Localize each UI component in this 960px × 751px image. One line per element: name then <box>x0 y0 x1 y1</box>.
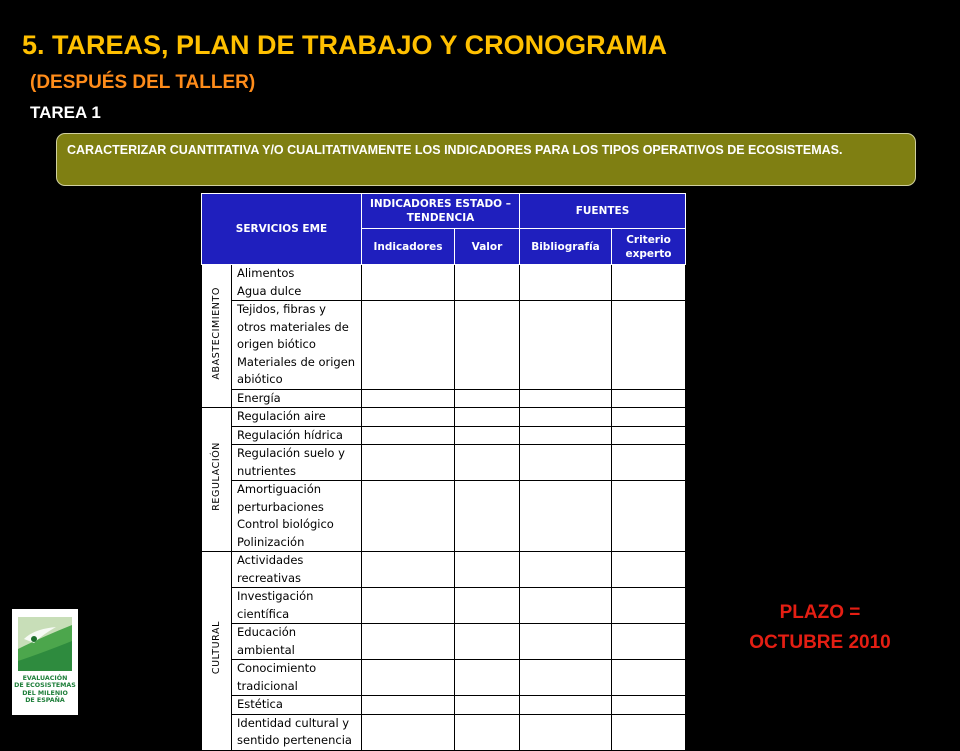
empty-criterio-cell[interactable] <box>612 624 686 660</box>
category-cell <box>202 408 232 552</box>
empty-bibliografia-cell[interactable] <box>520 624 612 660</box>
empty-valor-cell[interactable] <box>455 660 520 696</box>
empty-valor-cell[interactable] <box>455 426 520 445</box>
table-row <box>202 445 686 481</box>
empty-bibliografia-cell[interactable] <box>520 660 612 696</box>
empty-bibliografia-cell[interactable] <box>520 696 612 715</box>
empty-valor-cell[interactable] <box>455 389 520 408</box>
header-indicadores: Indicadores <box>362 229 455 265</box>
empty-indicadores-cell[interactable] <box>362 624 455 660</box>
category-cell <box>202 265 232 408</box>
service-cell: Amortiguación perturbaciones Control biológico Polinización <box>232 481 362 552</box>
services-indicators-table <box>201 193 686 751</box>
ecosystems-logo <box>12 609 78 715</box>
empty-bibliografia-cell[interactable] <box>520 408 612 427</box>
table-row <box>202 552 686 588</box>
category-label: ABASTECIMIENTO <box>210 286 222 380</box>
header-bibliografia: Bibliografía <box>520 229 612 265</box>
table-row <box>202 714 686 750</box>
empty-bibliografia-cell[interactable] <box>520 481 612 552</box>
empty-valor-cell[interactable] <box>455 714 520 750</box>
service-cell: Actividades recreativas <box>232 552 362 588</box>
header-indicadores-estado: INDICADORES ESTADO – TENDENCIA <box>362 194 520 229</box>
service-cell: Regulación hídrica <box>232 426 362 445</box>
table-row <box>202 408 686 427</box>
empty-indicadores-cell[interactable] <box>362 265 455 301</box>
empty-criterio-cell[interactable] <box>612 714 686 750</box>
empty-criterio-cell[interactable] <box>612 552 686 588</box>
empty-valor-cell[interactable] <box>455 481 520 552</box>
empty-indicadores-cell[interactable] <box>362 408 455 427</box>
empty-valor-cell[interactable] <box>455 265 520 301</box>
service-cell: Regulación aire <box>232 408 362 427</box>
table-row <box>202 660 686 696</box>
empty-bibliografia-cell[interactable] <box>520 445 612 481</box>
empty-bibliografia-cell[interactable] <box>520 552 612 588</box>
table-row <box>202 696 686 715</box>
empty-indicadores-cell[interactable] <box>362 552 455 588</box>
table-row <box>202 389 686 408</box>
empty-criterio-cell[interactable] <box>612 481 686 552</box>
empty-valor-cell[interactable] <box>455 696 520 715</box>
category-cell <box>202 552 232 751</box>
header-valor: Valor <box>455 229 520 265</box>
empty-indicadores-cell[interactable] <box>362 445 455 481</box>
empty-criterio-cell[interactable] <box>612 426 686 445</box>
deadline-line-1: PLAZO = <box>779 602 861 623</box>
logo-graphic-icon <box>12 609 78 673</box>
empty-indicadores-cell[interactable] <box>362 301 455 390</box>
table-row <box>202 588 686 624</box>
empty-indicadores-cell[interactable] <box>362 481 455 552</box>
empty-bibliografia-cell[interactable] <box>520 389 612 408</box>
deadline-notice <box>720 598 920 658</box>
service-cell: Educación ambiental <box>232 624 362 660</box>
deadline-line-2: OCTUBRE 2010 <box>749 632 891 653</box>
empty-indicadores-cell[interactable] <box>362 714 455 750</box>
table-row <box>202 301 686 390</box>
table-body <box>202 265 686 751</box>
service-cell: Identidad cultural y sentido pertenencia <box>232 714 362 750</box>
empty-criterio-cell[interactable] <box>612 445 686 481</box>
service-cell: Conocimiento tradicional <box>232 660 362 696</box>
empty-criterio-cell[interactable] <box>612 696 686 715</box>
empty-bibliografia-cell[interactable] <box>520 265 612 301</box>
table-row <box>202 265 686 301</box>
table-row <box>202 426 686 445</box>
header-criterio-experto: Criterio experto <box>612 229 686 265</box>
empty-bibliografia-cell[interactable] <box>520 714 612 750</box>
empty-valor-cell[interactable] <box>455 588 520 624</box>
service-cell: Estética <box>232 696 362 715</box>
service-cell: Regulación suelo y nutrientes <box>232 445 362 481</box>
empty-criterio-cell[interactable] <box>612 389 686 408</box>
task-label: TAREA 1 <box>30 103 101 122</box>
empty-criterio-cell[interactable] <box>612 588 686 624</box>
empty-criterio-cell[interactable] <box>612 408 686 427</box>
header-servicios-eme: SERVICIOS EME <box>202 194 362 265</box>
empty-valor-cell[interactable] <box>455 301 520 390</box>
category-label: CULTURAL <box>210 621 222 675</box>
empty-valor-cell[interactable] <box>455 408 520 427</box>
empty-valor-cell[interactable] <box>455 624 520 660</box>
empty-bibliografia-cell[interactable] <box>520 301 612 390</box>
empty-indicadores-cell[interactable] <box>362 588 455 624</box>
service-cell: Alimentos Agua dulce <box>232 265 362 301</box>
empty-criterio-cell[interactable] <box>612 301 686 390</box>
service-cell: Investigación científica <box>232 588 362 624</box>
table-row <box>202 481 686 552</box>
empty-valor-cell[interactable] <box>455 445 520 481</box>
empty-valor-cell[interactable] <box>455 552 520 588</box>
empty-indicadores-cell[interactable] <box>362 660 455 696</box>
page-title: 5. TAREAS, PLAN DE TRABAJO Y CRONOGRAMA <box>22 30 668 60</box>
empty-criterio-cell[interactable] <box>612 660 686 696</box>
header-fuentes: FUENTES <box>520 194 686 229</box>
task-description-box: CARACTERIZAR CUANTITATIVA Y/O CUALITATIVAMENTE LOS INDICADORES PARA LOS TIPOS OPERATIVOS DE ECOSISTEMAS. <box>56 133 916 186</box>
service-cell: Energía <box>232 389 362 408</box>
empty-bibliografia-cell[interactable] <box>520 588 612 624</box>
empty-indicadores-cell[interactable] <box>362 426 455 445</box>
empty-indicadores-cell[interactable] <box>362 696 455 715</box>
empty-indicadores-cell[interactable] <box>362 389 455 408</box>
table-row <box>202 624 686 660</box>
empty-criterio-cell[interactable] <box>612 265 686 301</box>
service-cell: Tejidos, fibras y otros materiales de origen biótico Materiales de origen abiótico <box>232 301 362 390</box>
empty-bibliografia-cell[interactable] <box>520 426 612 445</box>
logo-text: EVALUACIÓN DE ECOSISTEMAS DEL MILENIO DE ESPAÑA <box>14 675 76 705</box>
page-subtitle: (DESPUÉS DEL TALLER) <box>30 72 256 93</box>
category-label: REGULACIÓN <box>210 442 222 512</box>
